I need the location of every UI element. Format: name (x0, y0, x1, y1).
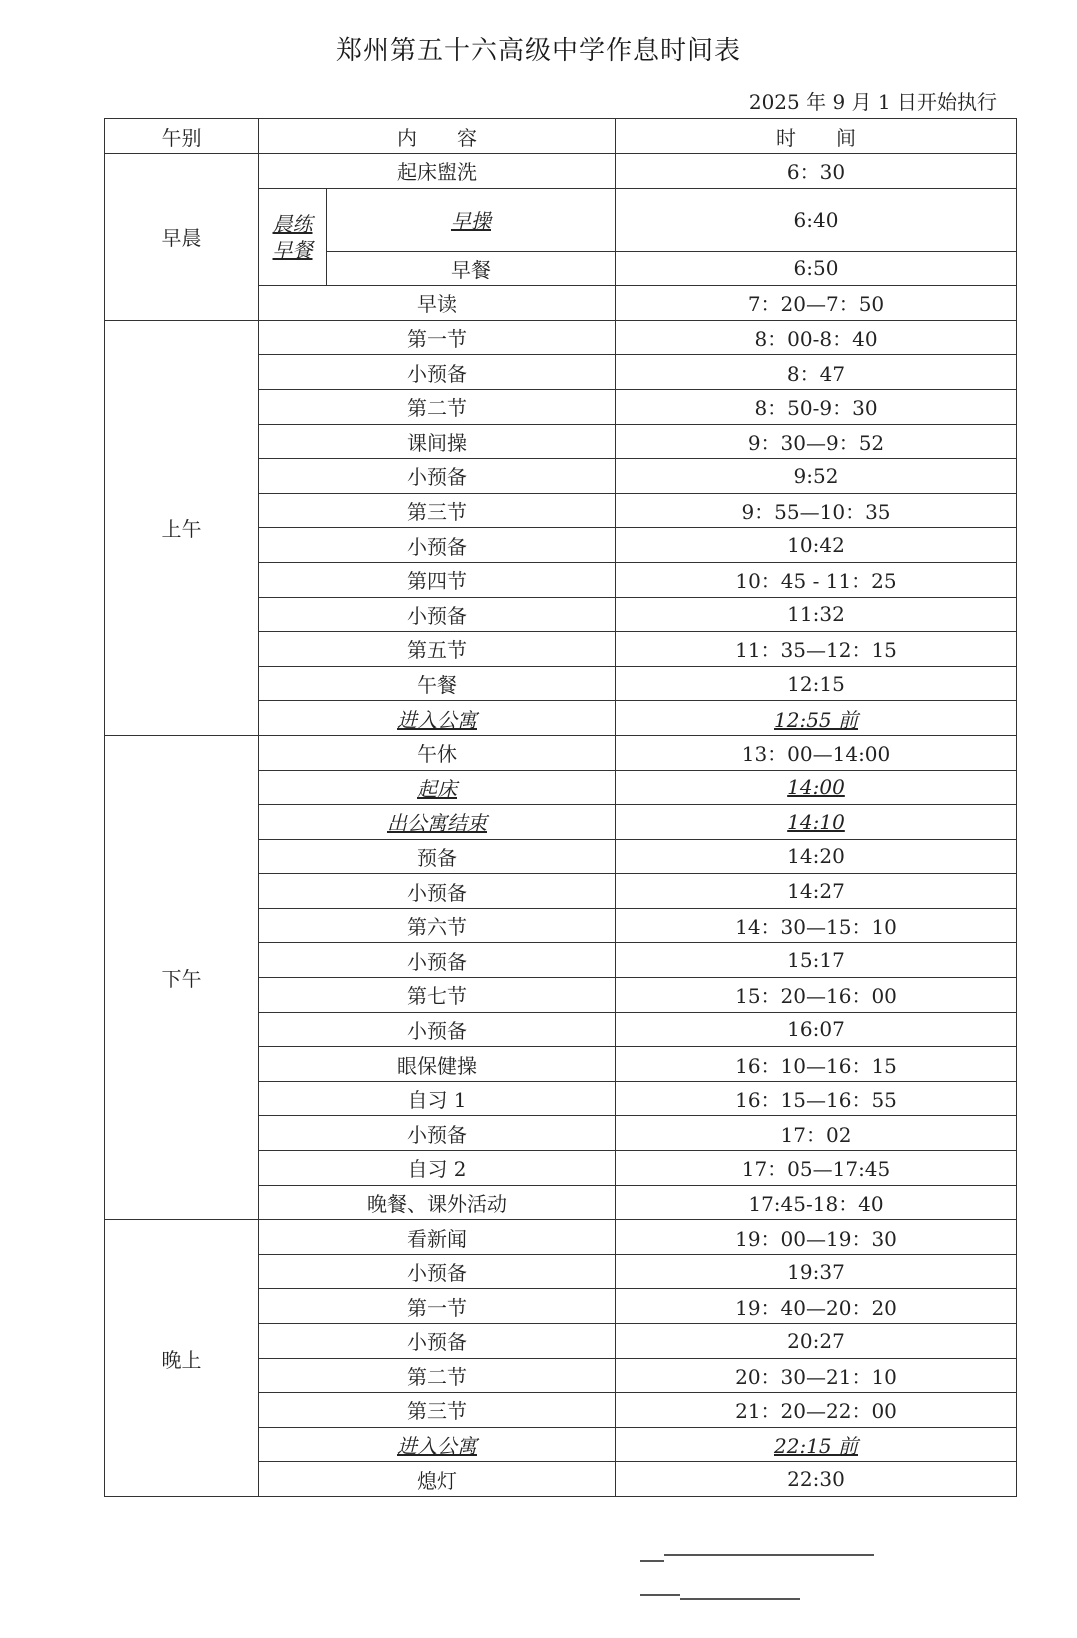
subgroup-label (259, 188, 327, 286)
row-time: 14:27 (616, 874, 1017, 909)
period-label-forenoon: 上午 (105, 320, 259, 735)
row-time: 6:50 (616, 251, 1017, 286)
table-row (105, 154, 1017, 189)
period-label-morning: 早晨 (105, 154, 259, 321)
row-content: 自习 1 (259, 1081, 616, 1116)
row-content: 早餐 (327, 251, 616, 286)
row-content: 看新闻 (259, 1220, 616, 1255)
row-content: 预备 (259, 839, 616, 874)
row-content: 第一节 (259, 1289, 616, 1324)
row-content: 起床盥洗 (259, 154, 616, 189)
row-time: 11:32 (616, 597, 1017, 632)
row-content: 进入公寓 (259, 701, 616, 736)
row-time: 15:17 (616, 943, 1017, 978)
row-content: 小预备 (259, 874, 616, 909)
row-time: 8：50-9：30 (616, 389, 1017, 424)
table-header-row (105, 119, 1017, 154)
row-time: 14：30—15：10 (616, 908, 1017, 943)
row-time: 6:40 (616, 188, 1017, 251)
period-label-evening: 晚上 (105, 1220, 259, 1497)
header-time: 时 间 (616, 119, 1017, 154)
row-content: 第二节 (259, 1358, 616, 1393)
row-content: 小预备 (259, 459, 616, 494)
row-content: 晚餐、课外活动 (259, 1185, 616, 1220)
signature-line (640, 1560, 664, 1562)
row-content: 起床 (259, 770, 616, 805)
row-content: 第三节 (259, 493, 616, 528)
row-content: 小预备 (259, 528, 616, 563)
row-time: 12:15 (616, 666, 1017, 701)
row-content: 第五节 (259, 632, 616, 667)
evening-section (105, 1220, 1017, 1497)
row-time: 19:37 (616, 1254, 1017, 1289)
row-time: 6：30 (616, 154, 1017, 189)
row-time: 14:00 (616, 770, 1017, 805)
period-label-afternoon: 下午 (105, 735, 259, 1219)
row-time: 11：35—12：15 (616, 632, 1017, 667)
subgroup-label-text: 晨练 早餐 (272, 211, 313, 262)
row-time: 9：30—9：52 (616, 424, 1017, 459)
row-content: 小预备 (259, 1116, 616, 1151)
row-time: 13：00—14:00 (616, 735, 1017, 770)
row-time: 16：10—16：15 (616, 1047, 1017, 1082)
row-time: 9：55—10：35 (616, 493, 1017, 528)
row-content: 午休 (259, 735, 616, 770)
row-content: 小预备 (259, 1012, 616, 1047)
row-time: 22:30 (616, 1462, 1017, 1497)
row-content: 眼保健操 (259, 1047, 616, 1082)
document-title: 郑州第五十六高级中学作息时间表 (335, 36, 741, 66)
row-time: 17:45-18：40 (616, 1185, 1017, 1220)
afternoon-section (105, 735, 1017, 1219)
row-content: 小预备 (259, 355, 616, 390)
signature-lines (640, 1560, 1020, 1630)
row-content: 第一节 (259, 320, 616, 355)
row-time: 21：20—22：00 (616, 1393, 1017, 1428)
row-time: 8：47 (616, 355, 1017, 390)
row-time: 20：30—21：10 (616, 1358, 1017, 1393)
schedule-table (104, 118, 1017, 1497)
table-row (105, 1220, 1017, 1255)
row-content: 午餐 (259, 666, 616, 701)
row-time: 10:42 (616, 528, 1017, 563)
signature-line (640, 1594, 680, 1596)
row-content: 第三节 (259, 1393, 616, 1428)
row-time: 16：15—16：55 (616, 1081, 1017, 1116)
signature-line (680, 1598, 800, 1600)
row-content: 第四节 (259, 562, 616, 597)
row-time: 16:07 (616, 1012, 1017, 1047)
row-time: 7：20—7：50 (616, 286, 1017, 321)
row-time: 8：00-8：40 (616, 320, 1017, 355)
row-time: 14:20 (616, 839, 1017, 874)
row-time: 19：40—20：20 (616, 1289, 1017, 1324)
row-content: 早操 (327, 188, 616, 251)
row-content: 小预备 (259, 1254, 616, 1289)
row-content: 熄灯 (259, 1462, 616, 1497)
row-time: 15：20—16：00 (616, 978, 1017, 1013)
row-time: 22:15 前 (616, 1427, 1017, 1462)
row-content: 小预备 (259, 597, 616, 632)
row-content: 小预备 (259, 1324, 616, 1359)
row-content: 自习 2 (259, 1151, 616, 1186)
row-time: 14:10 (616, 805, 1017, 840)
row-content: 第二节 (259, 389, 616, 424)
row-content: 第六节 (259, 908, 616, 943)
row-time: 17：05—17:45 (616, 1151, 1017, 1186)
row-time: 20:27 (616, 1324, 1017, 1359)
table-row (105, 735, 1017, 770)
row-time: 9:52 (616, 459, 1017, 494)
row-content: 早读 (259, 286, 616, 321)
row-time: 10：45 - 11：25 (616, 562, 1017, 597)
effective-date: 2025 年 9 月 1 日开始执行 (748, 90, 997, 114)
forenoon-section (105, 320, 1017, 735)
header-period: 午别 (105, 119, 259, 154)
row-content: 进入公寓 (259, 1427, 616, 1462)
row-content: 课间操 (259, 424, 616, 459)
row-time: 12:55 前 (616, 701, 1017, 736)
header-content: 内 容 (259, 119, 616, 154)
row-content: 出公寓结束 (259, 805, 616, 840)
table-row (105, 320, 1017, 355)
row-time: 19：00—19：30 (616, 1220, 1017, 1255)
signature-line (664, 1554, 874, 1556)
row-content: 第七节 (259, 978, 616, 1013)
row-content: 小预备 (259, 943, 616, 978)
row-time: 17：02 (616, 1116, 1017, 1151)
